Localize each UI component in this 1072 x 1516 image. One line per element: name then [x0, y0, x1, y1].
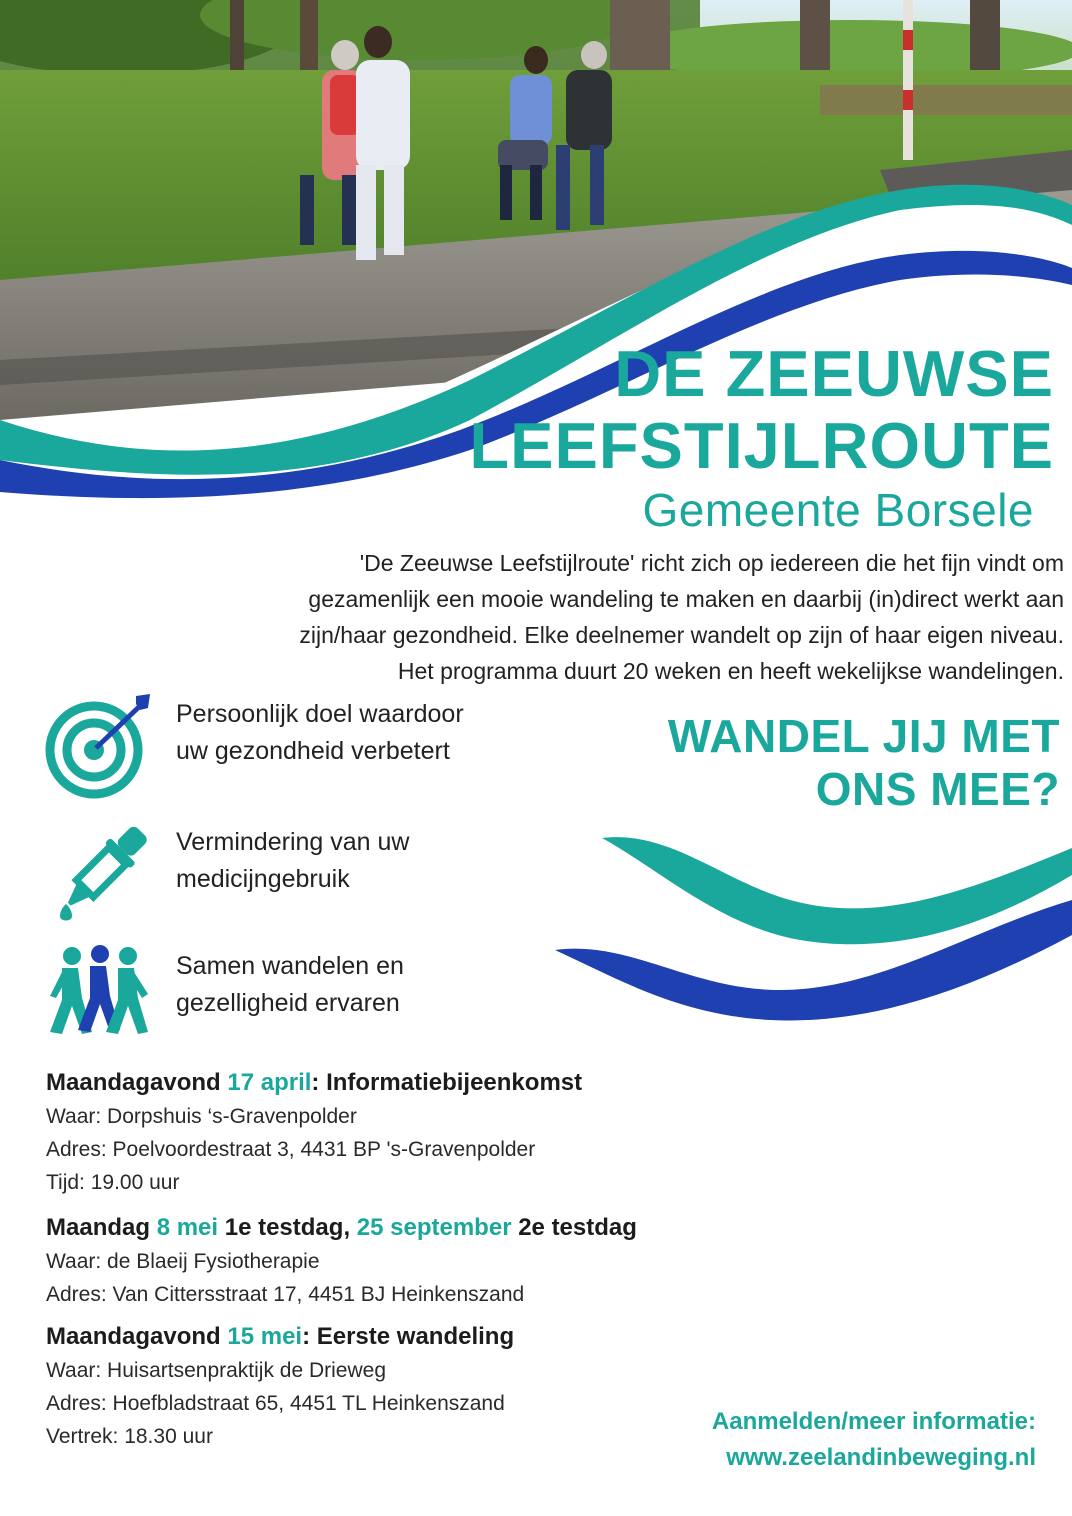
feature-goal [44, 690, 514, 800]
event-3-location: Waar: Huisartsenpraktijk de Drieweg [46, 1359, 387, 1382]
cta-line-2: ONS MEE? [815, 763, 1060, 815]
event-test-days [46, 1211, 826, 1311]
event-2-location: Waar: de Blaeij Fysiotherapie [46, 1250, 320, 1273]
feature-goal-line-2: uw gezondheid verbetert [176, 737, 450, 765]
intro-line-2: gezamenlijk een mooie wandeling te maken en daarbij (in)direct werkt aan [308, 586, 1064, 612]
event-information-meeting [46, 1066, 826, 1199]
feature-walking-line-1: Samen wandelen en [176, 952, 404, 980]
intro-line-3: zijn/haar gezondheid. Elke deelnemer wandelt op zijn of haar eigen niveau. [299, 622, 1064, 648]
event-3-date: 15 mei [227, 1323, 303, 1350]
signup-label: Aanmelden/meer informatie: [711, 1408, 1036, 1435]
feature-medication-line-2: medicijngebruik [176, 865, 350, 893]
event-2-date-2: 25 september [356, 1214, 512, 1241]
target-icon [44, 690, 154, 800]
signup-info [712, 1404, 1036, 1476]
intro-line-4: Het programma duurt 20 weken en heeft wekelijkse wandelingen. [397, 658, 1064, 684]
event-first-walk [46, 1320, 826, 1453]
event-1-address: Adres: Poelvoordestraat 3, 4431 BP 's-Gravenpolder [46, 1138, 536, 1161]
intro-paragraph [84, 545, 1064, 689]
feature-medication [44, 818, 514, 928]
event-2-date-1: 8 mei [156, 1214, 219, 1241]
cta-line-1: WANDEL JIJ MET [667, 710, 1060, 762]
page-subtitle: Gemeente Borsele [642, 484, 1034, 536]
event-1-heading [46, 1066, 826, 1100]
title-line-1: DE ZEEUWSE [614, 337, 1054, 410]
event-1-title: : Informatiebijeenkomst [311, 1069, 583, 1096]
feature-goal-line-1: Persoonlijk doel waardoor [176, 700, 464, 728]
website-link[interactable]: www.zeelandinbeweging.nl [726, 1444, 1036, 1471]
feature-medication-line-1: Vermindering van uw [176, 828, 410, 856]
feature-goal-text [176, 696, 536, 770]
page-title [469, 338, 1054, 482]
event-3-heading [46, 1320, 826, 1354]
event-3-title: : Eerste wandeling [302, 1323, 515, 1350]
event-1-date: 17 april [227, 1069, 312, 1096]
feature-medication-text [176, 824, 536, 898]
call-to-action [668, 710, 1060, 816]
event-3-departure: Vertrek: 18.30 uur [46, 1425, 213, 1448]
event-2-title-2: 2e testdag [511, 1214, 637, 1241]
title-line-2: LEEFSTIJLROUTE [469, 409, 1054, 482]
event-2-title-1: 1e testdag, [218, 1214, 357, 1241]
event-1-day: Maandagavond [46, 1069, 228, 1096]
walkers-icon [44, 942, 154, 1052]
feature-walking [44, 942, 514, 1052]
dropper-icon [44, 818, 154, 928]
decorative-waves [550, 820, 1072, 1040]
event-2-address: Adres: Van Cittersstraat 17, 4451 BJ Heinkenszand [46, 1283, 525, 1306]
event-2-heading [46, 1211, 826, 1245]
event-1-location: Waar: Dorpshuis ‘s-Gravenpolder [46, 1105, 357, 1128]
event-2-day: Maandag [46, 1214, 157, 1241]
event-1-time: Tijd: 19.00 uur [46, 1171, 180, 1194]
feature-walking-text [176, 948, 536, 1022]
event-3-day: Maandagavond [46, 1323, 228, 1350]
feature-walking-line-2: gezelligheid ervaren [176, 989, 400, 1017]
intro-line-1: 'De Zeeuwse Leefstijlroute' richt zich op iedereen die het fijn vindt om [359, 550, 1064, 576]
event-3-address: Adres: Hoefbladstraat 65, 4451 TL Heinkenszand [46, 1392, 505, 1415]
